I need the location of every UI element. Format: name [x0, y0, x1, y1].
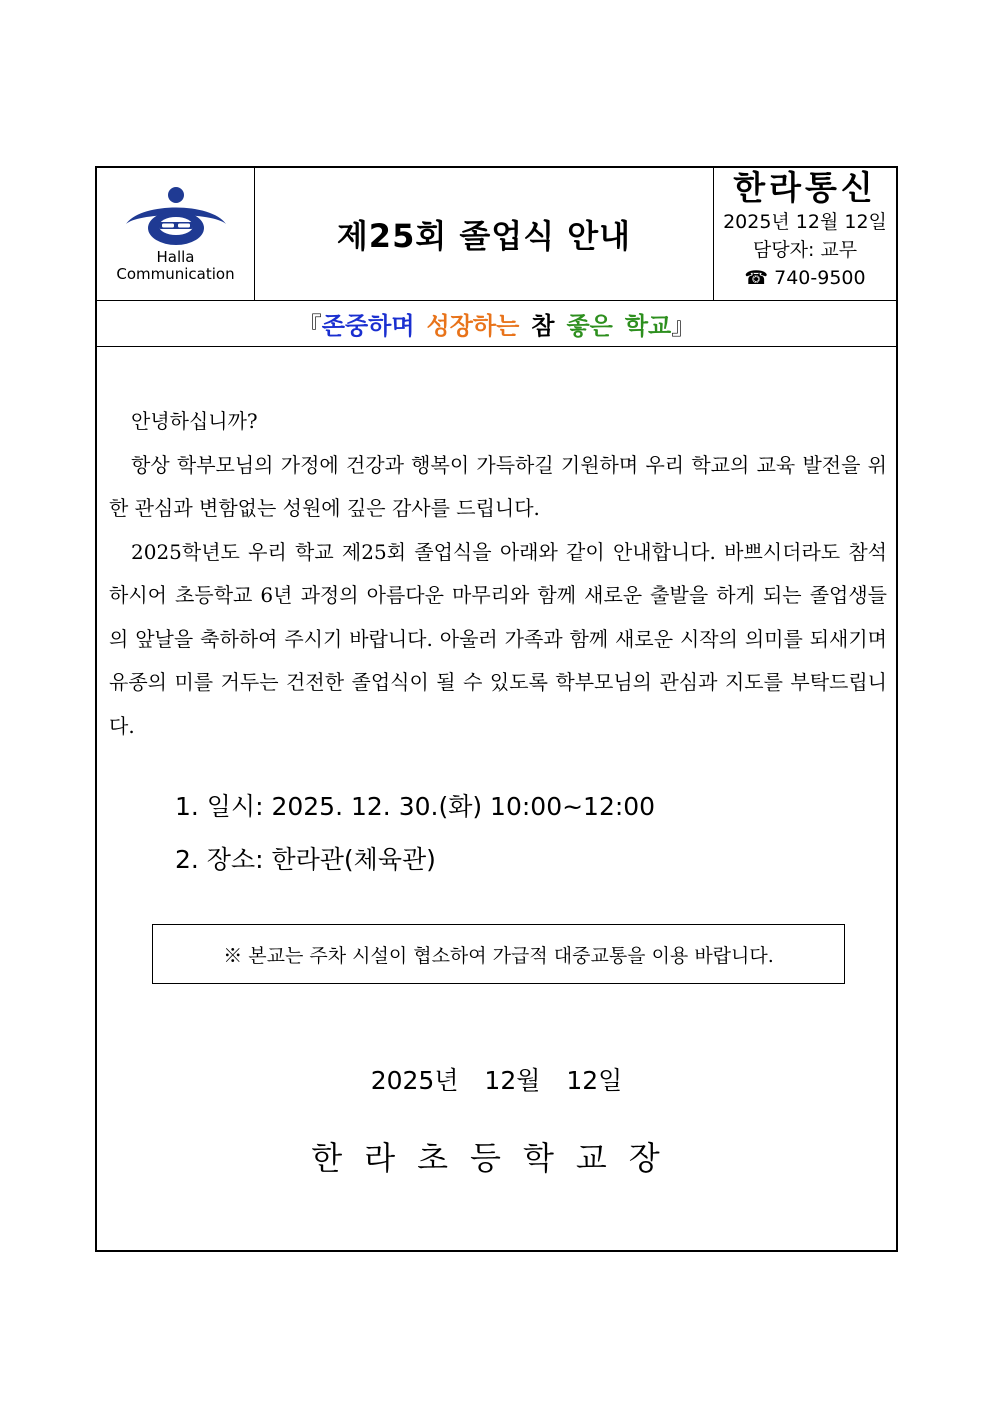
event-details	[175, 780, 655, 886]
event-datetime: 1. 일시: 2025. 12. 30.(화) 10:00~12:00	[175, 792, 656, 821]
closing-date: 2025년 12월 12일	[370, 1066, 623, 1095]
contact-person: 담당자: 교무	[752, 239, 858, 261]
motto-word-4: 좋은	[566, 311, 613, 340]
principal-signature: 한라초등학교장	[311, 1139, 682, 1177]
motto-word-1: 존중하며	[321, 311, 415, 340]
issue-date: 2025년 12월 12일	[723, 211, 887, 233]
motto-word-3: 참	[531, 311, 555, 340]
letter-body	[109, 400, 887, 748]
motto-word-2: 성장하는	[426, 311, 520, 340]
document-title: 제25회 졸업식 안내	[336, 217, 632, 255]
paragraph-2: 2025학년도 우리 학교 제25회 졸업식을 아래와 같이 안내합니다. 바쁘시더라도 참석하시어 초등학교 6년 과정의 아름다운 마무리와 함께 새로운 출발을 하게 되는 졸업생들의 앞날을 축하하여 주시기 바랍니다. 아울러 가족과 함께 새로운 시작의 의미를 되새기며 유종의 미를 거두는 건전한 졸업식이 될 수 있도록 학부모님의 관심과 지도를 부탁드립니다.	[109, 539, 887, 738]
parking-notice	[152, 924, 845, 984]
newsletter-name: 한라통신	[733, 168, 877, 207]
parking-notice-text: ※ 본교는 주차 시설이 협소하여 가급적 대중교통을 이용 바랍니다.	[223, 944, 774, 967]
motto-word-5: 학교	[624, 311, 672, 340]
paragraph-1: 항상 학부모님의 가정에 건강과 행복이 가득하길 기원하며 우리 학교의 교육 발전을 위한 관심과 변함없는 성원에 깊은 감사를 드립니다.	[109, 452, 887, 520]
logo-name: Halla	[156, 248, 195, 266]
info-cell	[714, 168, 896, 300]
school-logo-icon	[121, 184, 231, 248]
logo-subtitle: Communication	[116, 265, 235, 283]
logo-cell	[97, 168, 255, 300]
phone-number: ☎ 740-9500	[744, 267, 866, 289]
newsletter-frame	[95, 166, 898, 1252]
greeting: 안녕하십니까?	[131, 409, 258, 433]
title-cell	[255, 168, 714, 300]
motto-close-bracket: 』	[671, 311, 696, 340]
motto-open-bracket: 『	[297, 311, 322, 340]
event-location: 2. 장소: 한라관(체육관)	[175, 845, 436, 874]
header	[97, 168, 896, 301]
school-motto	[97, 300, 896, 347]
